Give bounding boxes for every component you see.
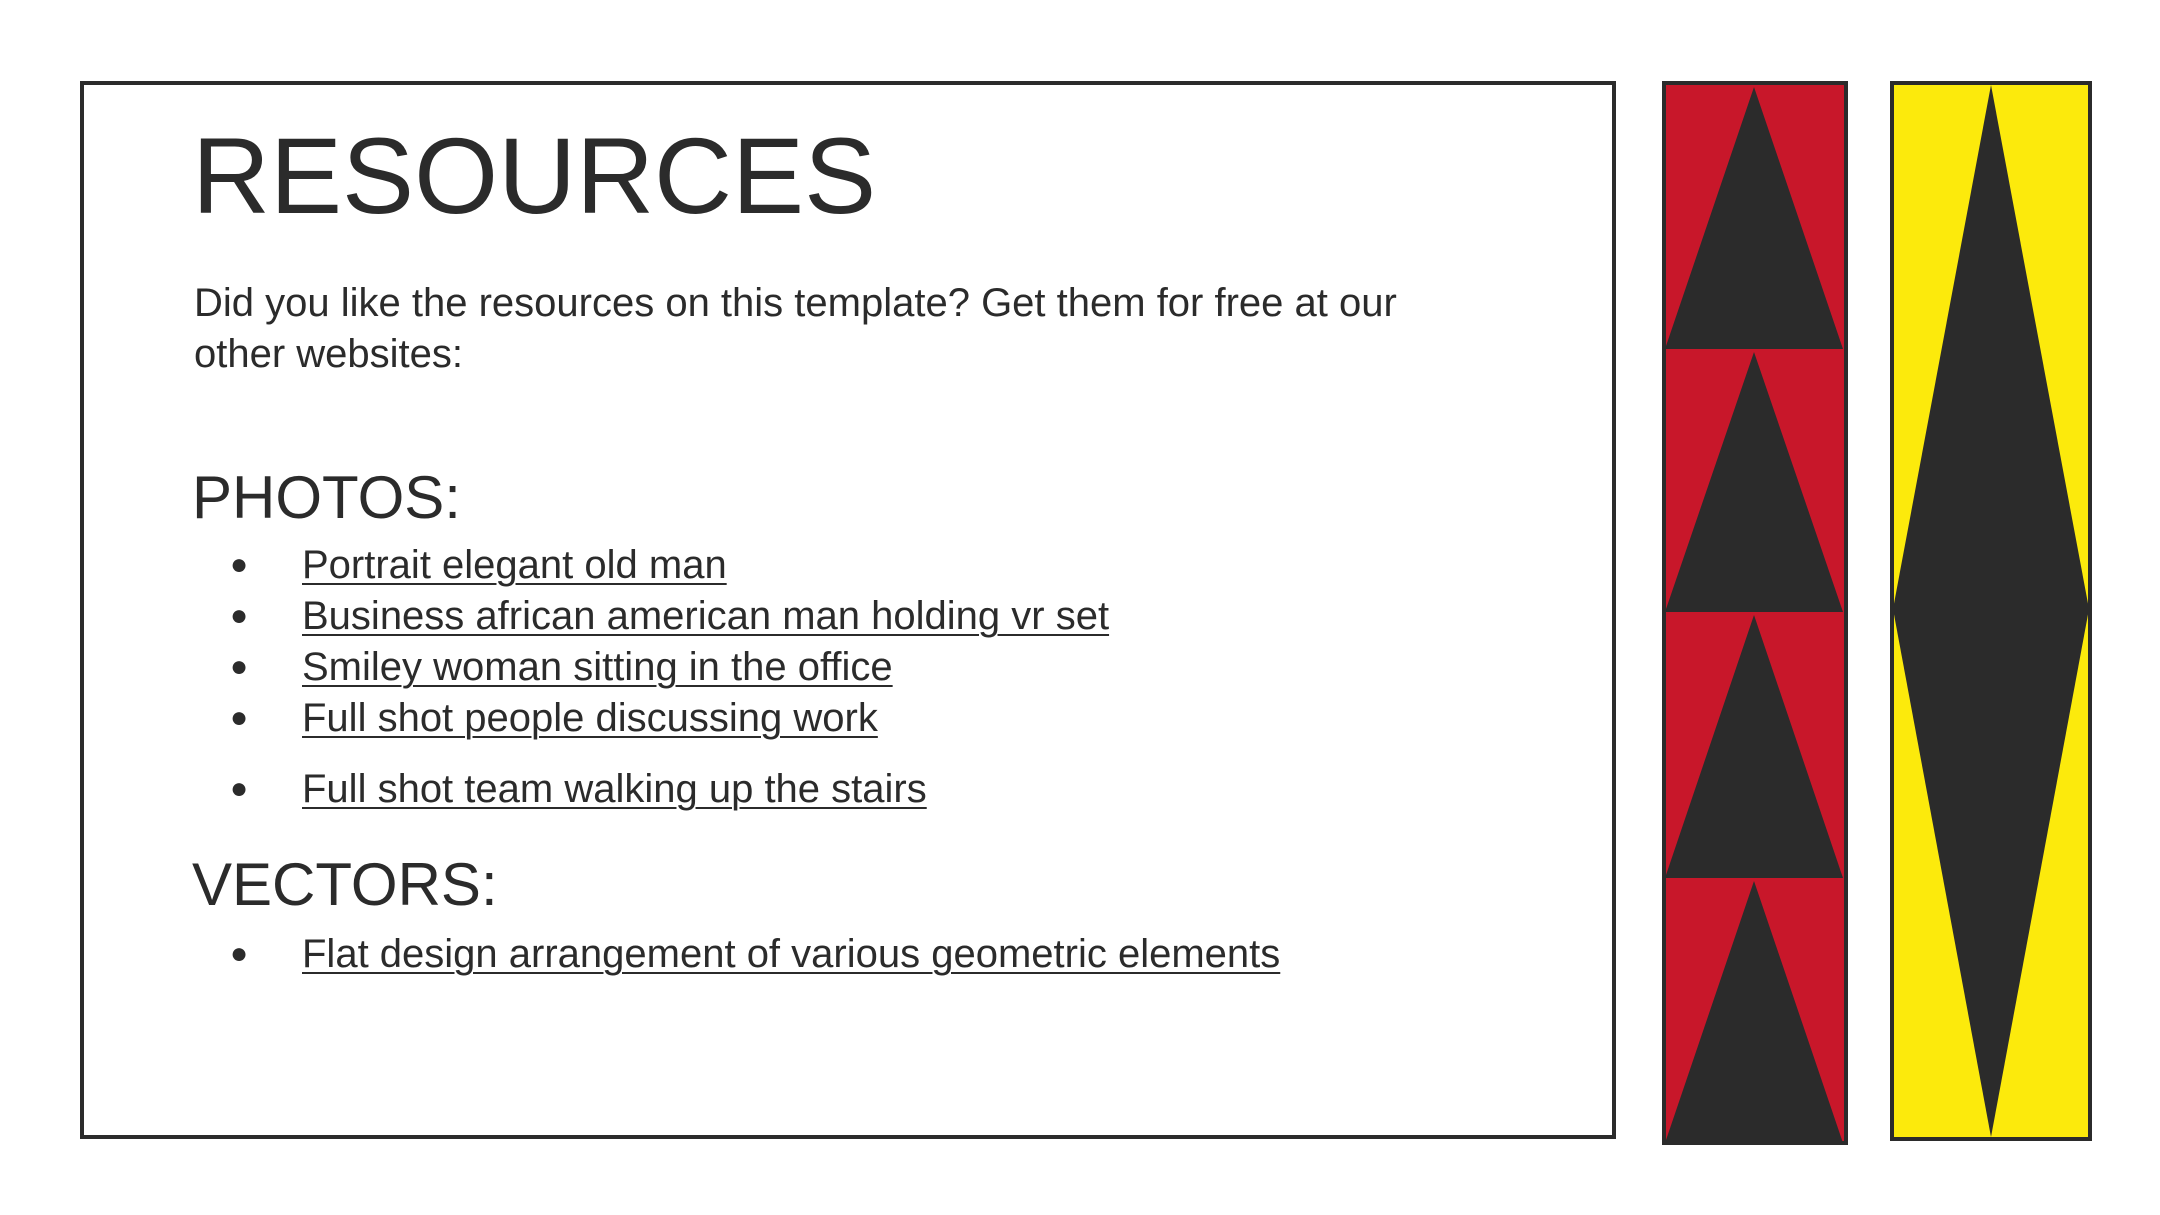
bullet-icon: ●	[230, 937, 249, 970]
slide-title: RESOURCES	[192, 115, 877, 236]
photo-link-business-man-vr-set[interactable]: Business african american man holding vr set	[302, 594, 1110, 638]
intro-text: Did you like the resources on this template? Get them for free at our other websites:	[194, 281, 1397, 376]
bullet-icon: ●	[230, 701, 249, 734]
red-triangle-pattern	[1662, 81, 1848, 1145]
bullet-icon: ●	[230, 548, 249, 581]
photo-link-people-discussing-work[interactable]: Full shot people discussing work	[302, 696, 878, 740]
bullet-icon: ●	[230, 599, 249, 632]
yellow-diamond-pattern	[1890, 81, 2092, 1141]
bullet-icon: ●	[230, 650, 249, 683]
photos-heading: PHOTOS:	[192, 464, 461, 531]
bullet-icon: ●	[230, 772, 249, 805]
vectors-heading: VECTORS:	[192, 851, 498, 918]
photo-link-team-walking-stairs[interactable]: Full shot team walking up the stairs	[302, 767, 927, 811]
vector-link-geometric-elements[interactable]: Flat design arrangement of various geometric elements	[302, 932, 1281, 976]
photo-link-portrait-elegant-old-man[interactable]: Portrait elegant old man	[302, 543, 727, 587]
photo-link-smiley-woman-office[interactable]: Smiley woman sitting in the office	[302, 645, 893, 689]
